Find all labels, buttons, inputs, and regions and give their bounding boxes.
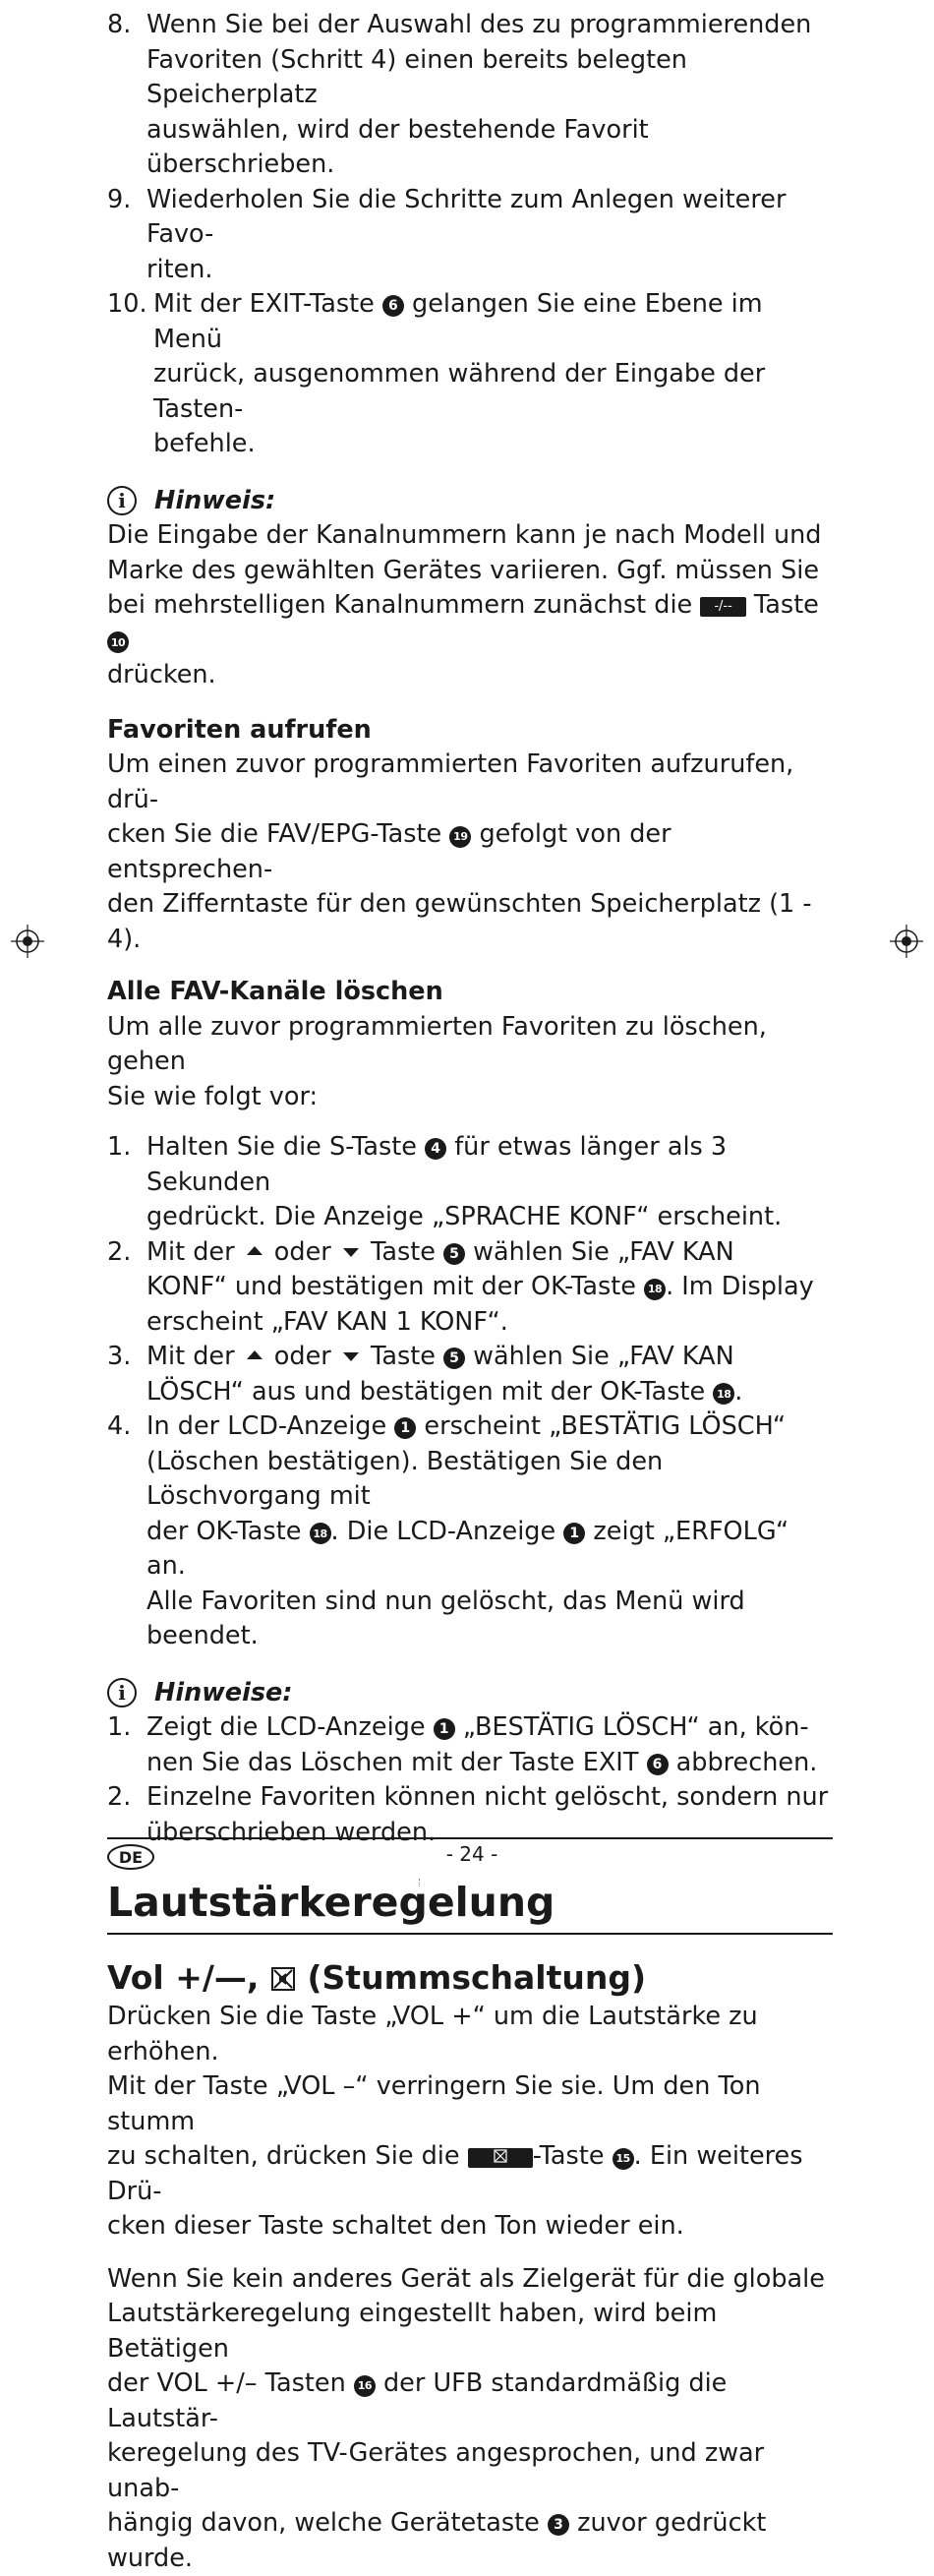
callout-number: 10 [107, 631, 129, 653]
section-text: Um alle zuvor programmierten Favoriten zu löschen, gehen Sie wie folgt vor: [107, 1010, 833, 1115]
list-item: 2. Einzelne Favoriten können nicht gelöscht, sondern nur überschrieben werden. [107, 1780, 833, 1850]
language-badge: DE [107, 1844, 154, 1870]
list-item: 2. Mit der oder Taste 5 wählen Sie „FAV KAN KONF“ und bestätigen mit der OK-Taste 18 . Im Display erscheint „FAV KAN 1 KONF“. [107, 1235, 833, 1341]
registration-mark-icon [11, 925, 44, 958]
section-heading: Favoriten aufrufen [107, 713, 833, 749]
note-text: Die Eingabe der Kanalnummern kann je nach Modell und Marke des gewählten Gerätes variieren. Ggf. müssen Sie bei mehrstelligen Kanalnummern zunächst die -/-- Taste 10 drücken. [107, 518, 833, 693]
footer-rule [107, 1837, 833, 1839]
callout-number: 3 [548, 2514, 569, 2536]
list-item: 9. Wiederholen Sie die Schritte zum Anlegen weiterer Favo- riten. [107, 183, 833, 288]
callout-number: 1 [434, 1718, 455, 1740]
arrow-down-icon [343, 1248, 359, 1257]
list-item: 1. Zeigt die LCD-Anzeige 1 „BESTÄTIG LÖSCH“ an, kön- nen Sie das Löschen mit der Taste EXIT 6 abbrechen. [107, 1710, 833, 1780]
registration-mark-icon [890, 925, 923, 958]
page-content [107, 8, 833, 2576]
callout-number: 19 [449, 826, 471, 848]
callout-number: 1 [563, 1523, 585, 1544]
subsection-title: Vol +/—, (Stummschaltung) [107, 1956, 833, 2000]
callout-number: 5 [443, 1348, 465, 1369]
callout-number: 18 [310, 1523, 331, 1544]
volume-text-1: Drücken Sie die Taste „VOL +“ um die Lautstärke zu erhöhen. Mit der Taste „VOL –“ verringern Sie sie. Um den Ton stumm zu schalten, drücken Sie die -Taste 15 . Ein weiteres Drü- cken dieser Taste schaltet den Ton wieder ein. [107, 2000, 833, 2245]
section-text: Um einen zuvor programmierten Favoriten aufzurufen, drü- cken Sie die FAV/EPG-Taste 19 gefolgt von der entsprechen- den Zifferntaste für den gewünschten Speicherplatz (1 - 4). [107, 748, 833, 957]
arrow-up-icon [247, 1350, 263, 1359]
callout-number: 16 [354, 2375, 376, 2397]
info-icon: i [107, 1678, 137, 1707]
step-number: 8. [107, 8, 146, 183]
arrow-down-icon [343, 1352, 359, 1361]
crop-mark [419, 1879, 422, 1887]
step-number: 9. [107, 183, 146, 288]
callout-number: 18 [713, 1383, 734, 1405]
chapter-title: Lautstärkeregelung [107, 1876, 833, 1935]
volume-text-2: Wenn Sie kein anderes Gerät als Zielgerät für die globale Lautstärkeregelung eingestellt haben, wird beim Betätigen der VOL +/– Tasten 16 der UFB standardmäßig die Lautstär- keregelung des TV-Gerätes angesprochen, und zwar unab- hängig davon, welche Gerätetaste 3 zuvor gedrückt wurde. [107, 2262, 833, 2576]
step-number: 10. [107, 287, 153, 462]
callout-number: 15 [613, 2148, 634, 2170]
mute-key-icon [468, 2148, 533, 2168]
callout-number: 6 [382, 295, 404, 317]
callout-number: 1 [394, 1417, 416, 1439]
info-icon: i [107, 486, 137, 515]
arrow-up-icon [247, 1246, 263, 1255]
callout-number: 5 [443, 1243, 465, 1265]
list-item: 4. In der LCD-Anzeige 1 erscheint „BESTÄTIG LÖSCH“ (Löschen bestätigen). Bestätigen Sie den Löschvorgang mit der OK-Taste 18 . Die LCD-Anzeige 1 zeigt „ERFOLG“ an. Alle Favoriten sind nun gelöscht, das Menü wird beendet. [107, 1409, 833, 1654]
list-item: 10. Mit der EXIT-Taste 6 gelangen Sie eine Ebene im Menü zurück, ausgenommen während der Eingabe der Tasten- befehle. [107, 287, 833, 462]
section-heading: Alle FAV-Kanäle löschen [107, 975, 833, 1010]
mute-icon [270, 1966, 296, 1992]
note-heading: i Hinweis: [107, 484, 833, 519]
note-heading: i Hinweise: [107, 1676, 833, 1711]
delete-steps-list [107, 1130, 833, 1654]
list-item: 3. Mit der oder Taste 5 wählen Sie „FAV KAN LÖSCH“ aus und bestätigen mit der OK-Taste 18 . [107, 1340, 833, 1409]
steps-list-a [107, 8, 833, 462]
list-item: 8. Wenn Sie bei der Auswahl des zu programmierenden Favoriten (Schritt 4) einen bereits belegten Speicherplatz auswählen, wird der bestehende Favorit überschrieben. [107, 8, 833, 183]
digit-key-icon: -/-- [700, 597, 745, 617]
page-number: - 24 - [433, 1842, 511, 1866]
callout-number: 4 [425, 1138, 446, 1160]
list-item: 1. Halten Sie die S-Taste 4 für etwas länger als 3 Sekunden gedrückt. Die Anzeige „SPRACHE KONF“ erscheint. [107, 1130, 833, 1235]
callout-number: 6 [647, 1754, 669, 1775]
notes-list [107, 1710, 833, 1850]
callout-number: 18 [644, 1279, 666, 1300]
